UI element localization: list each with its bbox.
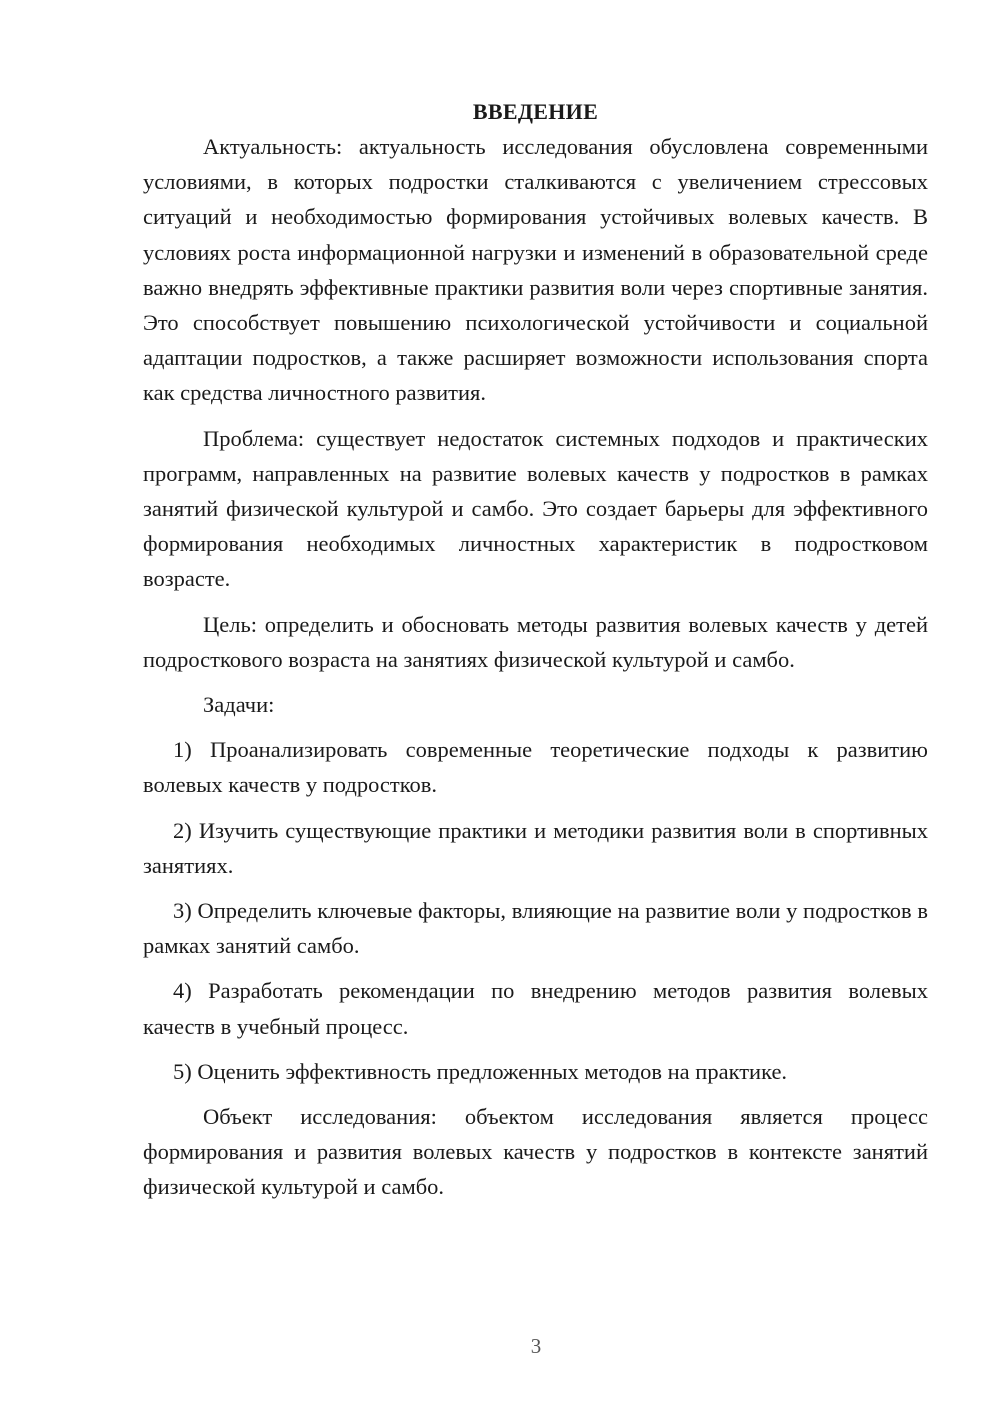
tasks-heading: Задачи: xyxy=(203,692,275,718)
task-item: 2) Изучить существующие практики и методики развития воли в спортивных занятиях. xyxy=(143,817,928,878)
task-item: 5) Оценить эффективность предложенных методов на практике. xyxy=(173,1058,788,1084)
page-number: 3 xyxy=(530,1334,542,1358)
relevance-paragraph: Актуальность: актуальность исследования обусловлена современными условиями, в которых подростки сталкиваются с увеличением стрессовых ситуаций и необходимостью формирования устойчивых волевых качеств. В условиях роста информационной нагрузки и изменений в образовательной среде важно внедрять эффективные практики развития воли через спортивные занятия. Это способствует повышению психологической устойчивости и социальной адаптации подростков, а также расширяет возможности использования спорта как средства личностного развития. xyxy=(143,134,928,406)
page-content xyxy=(143,94,928,1205)
problem-paragraph: Проблема: существует недостаток системных подходов и практических программ, направленных на развитие волевых качеств у подростков в рамках занятий физической культурой и самбо. Это создает барьеры для эффективного формирования необходимых личностных характеристик в подростковом возрасте. xyxy=(143,425,928,592)
goal-paragraph: Цель: определить и обосновать методы развития волевых качеств у детей подросткового возраста на занятиях физической культурой и самбо. xyxy=(143,611,928,672)
object-paragraph: Объект исследования: объектом исследования является процесс формирования и развития волевых качеств у подростков в контексте занятий физической культурой и самбо. xyxy=(143,1104,928,1200)
task-item: 4) Разработать рекомендации по внедрению методов развития волевых качеств в учебный процесс. xyxy=(143,978,928,1039)
task-item: 3) Определить ключевые факторы, влияющие на развитие воли у подростков в рамках занятий самбо. xyxy=(143,898,928,959)
task-item: 1) Проанализировать современные теоретические подходы к развитию волевых качеств у подростков. xyxy=(143,737,928,798)
section-title: ВВЕДЕНИЕ xyxy=(472,99,599,124)
